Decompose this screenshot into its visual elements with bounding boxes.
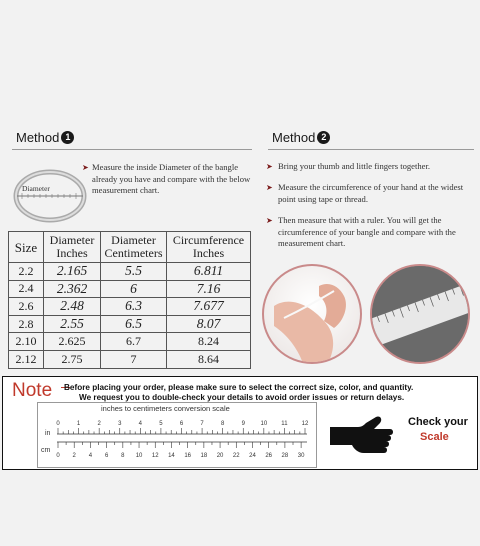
ruler-cm-label: 24 <box>249 453 256 459</box>
ruler-cm-label: 6 <box>104 453 109 459</box>
ruler-photo <box>370 264 470 364</box>
ruler-cm-label: 0 <box>56 453 60 459</box>
method2-title <box>272 130 330 145</box>
method2-step-3: Then measure that with a ruler. You will get the circumference of your bangle and compare with the measurement chart. <box>278 215 456 248</box>
ruler-cm-label: 26 <box>265 453 273 459</box>
scale-text: Scale <box>420 431 449 443</box>
method2-divider <box>268 149 474 150</box>
ruler-scale-graphic <box>37 414 317 468</box>
ruler-inch-label: 12 <box>301 421 309 427</box>
cell-cm: 5.5 <box>101 263 167 281</box>
cell-circumference: 6.811 <box>167 263 251 281</box>
ruler-cm-label: 20 <box>216 453 224 459</box>
ruler-cm-label: 4 <box>88 453 93 459</box>
cell-cm: 6.5 <box>101 315 167 333</box>
cell-size: 2.6 <box>9 298 44 316</box>
table-header-row <box>9 232 251 263</box>
ruler-inch-label: 4 <box>138 421 143 427</box>
cell-size: 2.12 <box>9 350 44 368</box>
cell-size: 2.2 <box>9 263 44 281</box>
cell-cm: 7 <box>101 350 167 368</box>
table-row <box>9 263 251 281</box>
hand-measuring-photo <box>262 264 362 364</box>
method2-step-1: Bring your thumb and little fingers together. <box>278 161 431 171</box>
cell-size: 2.4 <box>9 280 44 298</box>
ruler-cm-label: 18 <box>200 453 208 459</box>
bangle-icon <box>12 166 88 226</box>
table-row <box>9 280 251 298</box>
method1-number-badge: 1 <box>61 131 74 144</box>
ruler-inch-label: 5 <box>159 421 163 427</box>
ruler-cm-label: 2 <box>72 453 76 459</box>
table-row <box>9 350 251 368</box>
ruler-inch-label: 6 <box>179 421 184 427</box>
method1-title <box>16 130 74 145</box>
method1-title-text: Method <box>16 130 60 145</box>
bangle-diameter-label: Diameter <box>22 184 50 193</box>
ruler-inch-label: 10 <box>260 421 268 427</box>
ruler-inch-label: 3 <box>118 421 122 427</box>
ruler-cm-label: 30 <box>297 453 305 459</box>
header-diameter-inches: Diameter Inches <box>44 232 101 263</box>
table-row <box>9 315 251 333</box>
ruler-cm-label: 10 <box>135 453 143 459</box>
bullet-arrow-icon: ➤ <box>266 183 273 192</box>
ruler-cm-label: 22 <box>232 453 240 459</box>
ruler-inch-label: 1 <box>76 421 81 427</box>
cell-cm: 6 <box>101 280 167 298</box>
table-row <box>9 298 251 316</box>
note-line-2: We request you to double-check your details to avoid order issues or return delays. <box>79 393 405 402</box>
cell-circumference: 7.16 <box>167 280 251 298</box>
ruler-inch-label: 8 <box>220 421 225 427</box>
cell-size: 2.8 <box>9 315 44 333</box>
ruler-in-label: in <box>45 430 51 437</box>
ruler-cm-label: 8 <box>121 453 125 459</box>
ruler-cm-label: 16 <box>184 453 192 459</box>
pointing-hand-icon <box>328 413 398 461</box>
cell-inches: 2.625 <box>44 333 101 351</box>
bullet-arrow-icon: ➤ <box>82 163 89 172</box>
method2-number-badge: 2 <box>317 131 330 144</box>
ruler-inch-label: 9 <box>241 421 245 427</box>
ruler-inch-label: 2 <box>97 421 101 427</box>
cell-circumference: 8.64 <box>167 350 251 368</box>
cell-cm: 6.7 <box>101 333 167 351</box>
method2-title-text: Method <box>272 130 316 145</box>
ruler-cm-label: 12 <box>151 453 159 459</box>
header-circumference: Circumference Inches <box>167 232 251 263</box>
cell-circumference: 8.07 <box>167 315 251 333</box>
cell-inches: 2.48 <box>44 298 101 316</box>
ruler-cm-label: 14 <box>168 453 175 459</box>
cell-inches: 2.165 <box>44 263 101 281</box>
header-size: Size <box>9 232 44 263</box>
ruler-inch-label: 7 <box>200 421 204 427</box>
cell-inches: 2.75 <box>44 350 101 368</box>
method1-divider <box>12 149 252 150</box>
cell-size: 2.10 <box>9 333 44 351</box>
method1-instruction: Measure the inside Diameter of the bangle already you have and compare with the below measurement chart. <box>92 162 251 195</box>
bullet-arrow-icon: ➤ <box>266 216 273 225</box>
ruler-inch-label: 11 <box>281 421 288 427</box>
ruler-inch-label: 0 <box>56 421 60 427</box>
table-row <box>9 333 251 351</box>
method2-step-2: Measure the circumference of your hand at the widest point using tape or thread. <box>278 182 464 204</box>
bullet-arrow-icon: ➤ <box>266 162 273 171</box>
note-line-1: Before placing your order, please make sure to select the correct size, color, and quantity. <box>64 383 414 392</box>
ruler-cm-label: 28 <box>281 453 289 459</box>
cell-inches: 2.55 <box>44 315 101 333</box>
cell-circumference: 7.677 <box>167 298 251 316</box>
ruler-cm-label: cm <box>41 447 51 454</box>
cell-cm: 6.3 <box>101 298 167 316</box>
conversion-scale-title: inches to centimeters conversion scale <box>101 404 230 413</box>
cell-circumference: 8.24 <box>167 333 251 351</box>
note-label: Note <box>12 380 53 401</box>
check-your-text: Check your <box>408 416 468 428</box>
size-chart-table <box>8 231 251 369</box>
header-diameter-cm: Diameter Centimeters <box>101 232 167 263</box>
cell-inches: 2.362 <box>44 280 101 298</box>
